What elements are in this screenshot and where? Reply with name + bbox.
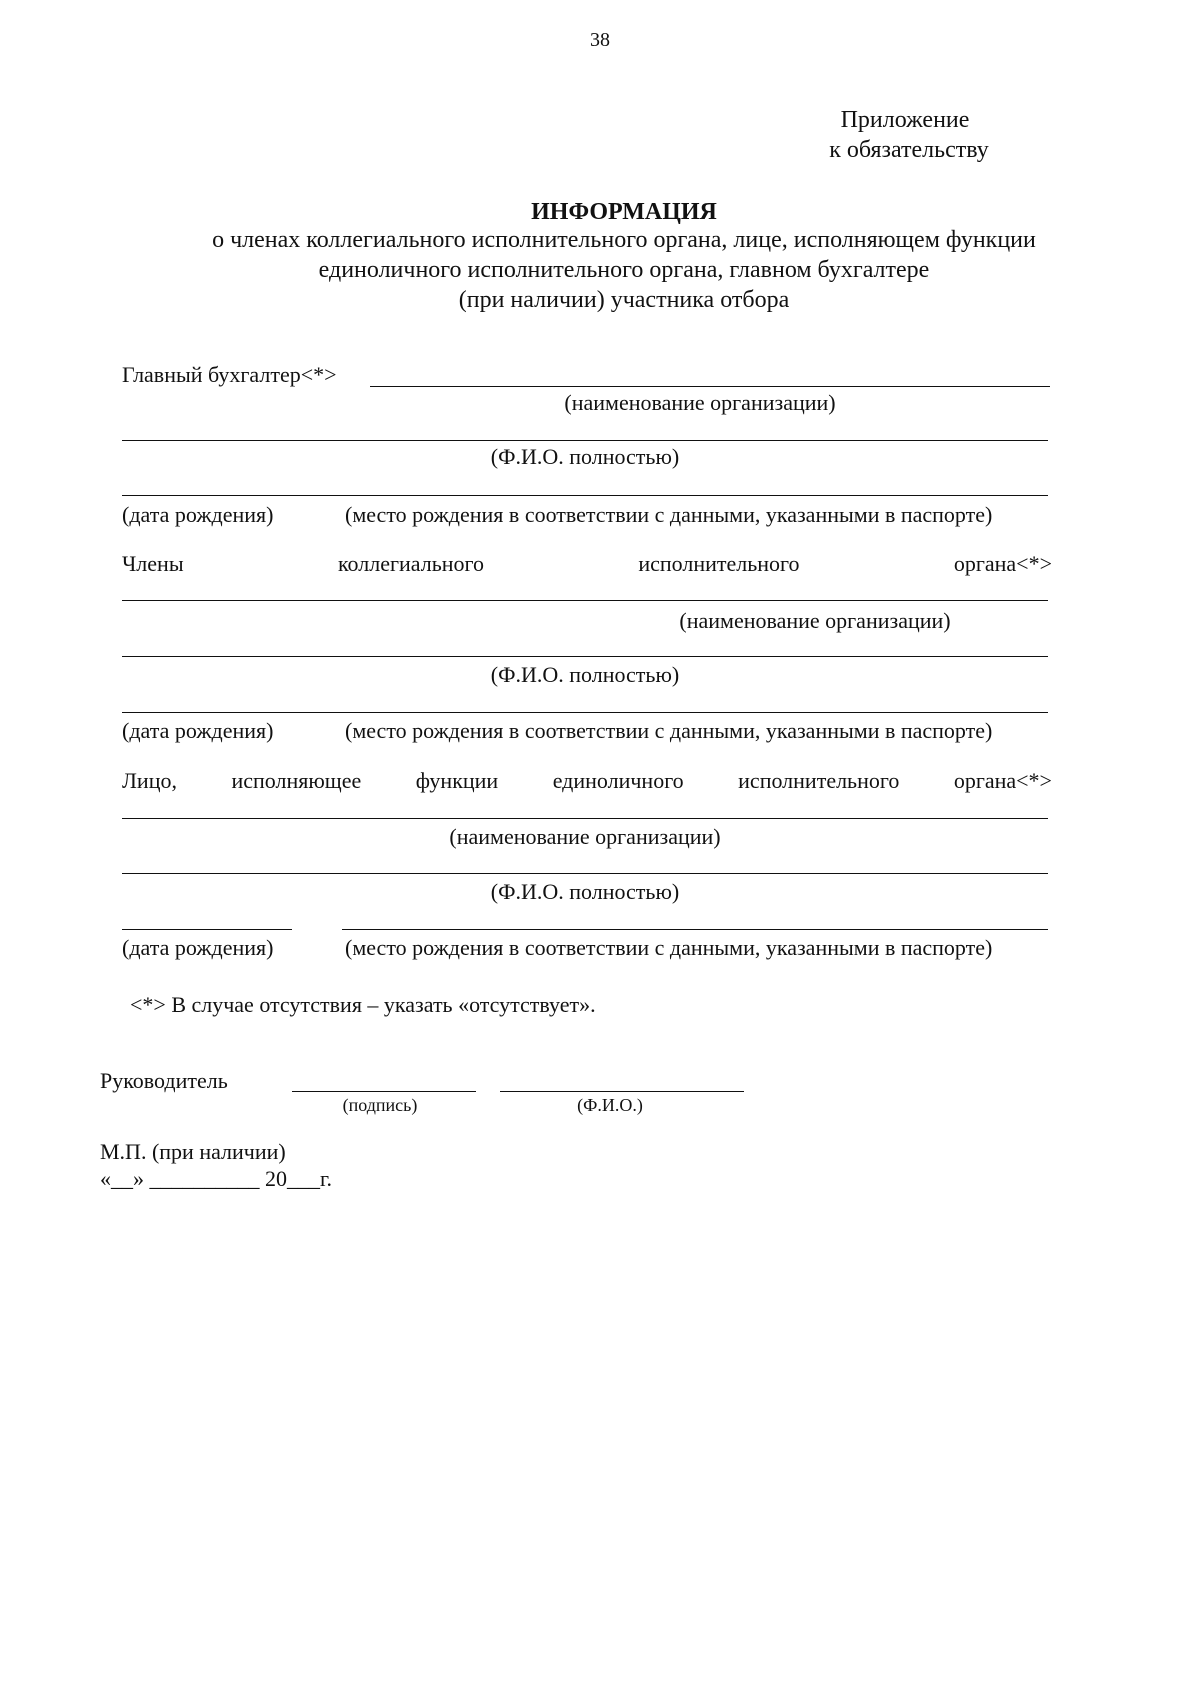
- sole-executive-label-word: исполнительного: [738, 768, 900, 793]
- board-members-label-word: коллегиального: [337, 551, 484, 576]
- chief-accountant-birth-place-caption: (место рождения в соответствии с данными, указанными в паспорте): [345, 502, 993, 527]
- appendix-line-2: к обязательству: [829, 137, 989, 163]
- chief-accountant-birth-date-caption: (дата рождения): [122, 502, 274, 527]
- sole-executive-org-caption: (наименование организации): [449, 824, 721, 849]
- appendix-line-1: Приложение: [840, 107, 970, 133]
- sole-executive-birth-place-caption: (место рождения в соответствии с данными, указанными в паспорте): [345, 935, 993, 960]
- head-fio-field[interactable]: [500, 1091, 744, 1092]
- board-members-birth-place-caption: (место рождения в соответствии с данными, указанными в паспорте): [345, 718, 993, 743]
- sole-executive-label: [122, 768, 1052, 794]
- board-members-org-field[interactable]: [122, 600, 1048, 601]
- board-members-org-caption: (наименование организации): [679, 608, 951, 633]
- footnote: <*> В случае отсутствия – указать «отсутствует».: [130, 992, 596, 1017]
- sole-executive-label-word: Лицо,: [122, 768, 177, 793]
- board-members-label-word: Члены: [122, 551, 184, 576]
- heading-line-1: о членах коллегиального исполнительного органа, лице, исполняющем функции: [212, 227, 1036, 253]
- document-title: ИНФОРМАЦИЯ: [531, 199, 717, 225]
- chief-accountant-org-field[interactable]: [370, 386, 1050, 387]
- chief-accountant-fio-caption: (Ф.И.О. полностью): [490, 444, 680, 469]
- board-members-label-word: исполнительного: [638, 551, 800, 576]
- sole-executive-birth-place-field[interactable]: [342, 929, 1048, 930]
- page-number: 38: [590, 29, 610, 51]
- head-role-label: Руководитель: [100, 1068, 228, 1093]
- heading-line-3: (при наличии) участника отбора: [458, 287, 790, 313]
- chief-accountant-birth-field[interactable]: [122, 495, 1048, 496]
- signature-caption: (подпись): [342, 1095, 418, 1115]
- chief-accountant-org-caption: (наименование организации): [564, 390, 836, 415]
- heading-line-2: единоличного исполнительного органа, главном бухгалтере: [318, 257, 930, 283]
- sole-executive-label-word: органа<*>: [953, 768, 1052, 793]
- sole-executive-birth-date-caption: (дата рождения): [122, 935, 274, 960]
- signature-field[interactable]: [292, 1091, 476, 1092]
- sole-executive-birth-date-field[interactable]: [122, 929, 292, 930]
- date-line[interactable]: «__» __________ 20___г.: [100, 1166, 333, 1191]
- chief-accountant-label: Главный бухгалтер<*>: [122, 362, 337, 387]
- sole-executive-fio-field[interactable]: [122, 873, 1048, 874]
- head-fio-caption: (Ф.И.О.): [577, 1095, 643, 1115]
- sole-executive-label-word: исполняющее: [231, 768, 362, 793]
- sole-executive-org-field[interactable]: [122, 818, 1048, 819]
- board-members-birth-date-caption: (дата рождения): [122, 718, 274, 743]
- board-members-fio-field[interactable]: [122, 656, 1048, 657]
- sole-executive-label-word: единоличного: [552, 768, 684, 793]
- board-members-label-word: органа<*>: [953, 551, 1052, 576]
- board-members-fio-caption: (Ф.И.О. полностью): [490, 662, 680, 687]
- sole-executive-label-word: функции: [415, 768, 499, 793]
- board-members-label: [122, 551, 1052, 577]
- sole-executive-fio-caption: (Ф.И.О. полностью): [490, 879, 680, 904]
- chief-accountant-fio-field[interactable]: [122, 440, 1048, 441]
- stamp-label: М.П. (при наличии): [100, 1139, 286, 1164]
- board-members-birth-field[interactable]: [122, 712, 1048, 713]
